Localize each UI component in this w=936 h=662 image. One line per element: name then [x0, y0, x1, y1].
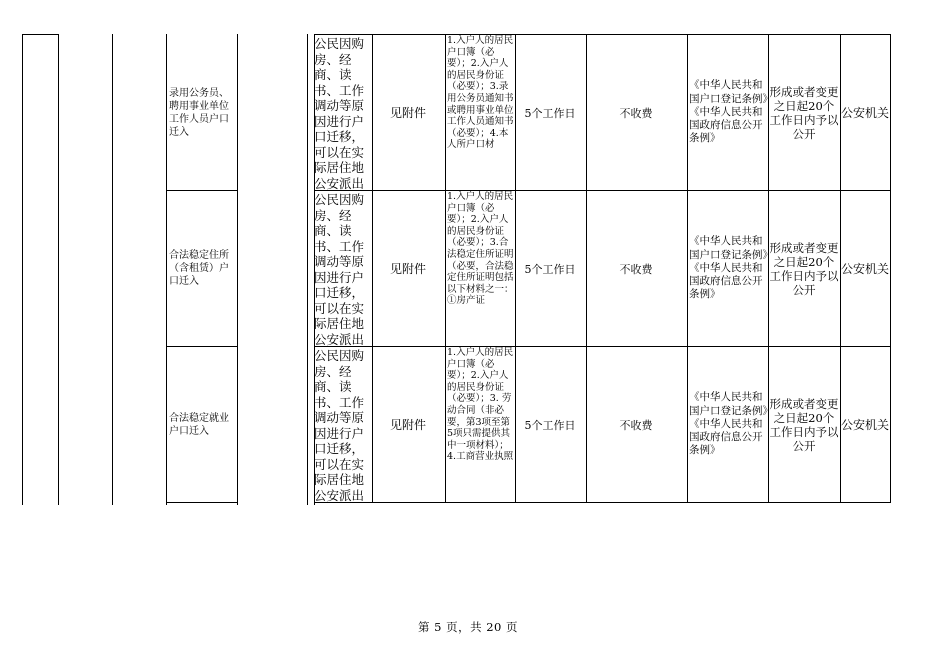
legal-basis: 《中华人民共和国户口登记条例》《中华人民共和国政府信息公开条例》 [689, 391, 768, 457]
grid-line [22, 34, 58, 35]
grid-line [314, 502, 891, 503]
fee: 不收费 [619, 106, 653, 120]
time-limit: 5个工作日 [524, 106, 576, 120]
grid-line [22, 34, 23, 505]
time-limit: 5个工作日 [524, 262, 576, 276]
responsible-body: 公安机关 [840, 105, 889, 120]
fee: 不收费 [619, 418, 653, 432]
item-name: 合法稳定住所（含租赁）户口迁入 [169, 250, 229, 287]
fee: 不收费 [619, 262, 653, 276]
time-limit: 5个工作日 [524, 418, 576, 432]
disclosure-period: 形成或者变更之日起20个工作日内予以公开 [769, 240, 839, 297]
grid-line [112, 34, 113, 505]
disclosure-period: 形成或者变更之日起20个工作日内予以公开 [769, 84, 839, 141]
apply-condition: 公民因购房、经商、读书、工作调动等原因进行户口迁移，可以在实际居住地公安派出 [314, 348, 365, 502]
responsible-body: 公安机关 [840, 417, 889, 432]
apply-condition: 公民因购房、经商、读书、工作调动等原因进行户口迁移，可以在实际居住地公安派出 [314, 192, 365, 346]
reference-cell: 见附件 [389, 262, 426, 276]
reference-cell: 见附件 [389, 106, 426, 120]
grid-line [58, 34, 59, 505]
required-materials: 1.入户人的居民户口簿（必要）；2.入户人的居民身份证（必要）；3. 劳动合同（非必要，第3项至第5项只需提供其中一项材料）；4.工商营业执照 [447, 347, 514, 463]
grid-line [307, 34, 308, 505]
disclosure-period: 形成或者变更之日起20个工作日内予以公开 [769, 396, 839, 453]
required-materials: 1.入户人的居民户口簿（必要）；2.入户人的居民身份证（必要）；3.合法稳定住所证明（必要，合法稳定住所证明包括以下材料之一：①房产证 [447, 191, 514, 307]
item-name: 录用公务员、聘用事业单位工作人员户口迁入 [169, 87, 229, 138]
item-name: 合法稳定就业户口迁入 [169, 412, 229, 437]
grid-line [890, 34, 891, 502]
grid-line [166, 502, 237, 503]
required-materials: 1.入户人的居民户口簿（必要）；2.入户人的居民身份证（必要）；3.录用公务员通知书或聘用事业单位工作人员通知书（必要）；4.本人所户口材 [447, 35, 514, 151]
reference-cell: 见附件 [389, 418, 426, 432]
legal-basis: 《中华人民共和国户口登记条例》《中华人民共和国政府信息公开条例》 [689, 79, 768, 145]
legal-basis: 《中华人民共和国户口登记条例》《中华人民共和国政府信息公开条例》 [689, 235, 768, 301]
grid-line [237, 34, 238, 505]
apply-condition: 公民因购房、经商、读书、工作调动等原因进行户口迁移，可以在实际居住地公安派出 [314, 36, 365, 190]
page-footer: 第 5 页，共 20 页 [417, 620, 519, 634]
responsible-body: 公安机关 [840, 261, 889, 276]
